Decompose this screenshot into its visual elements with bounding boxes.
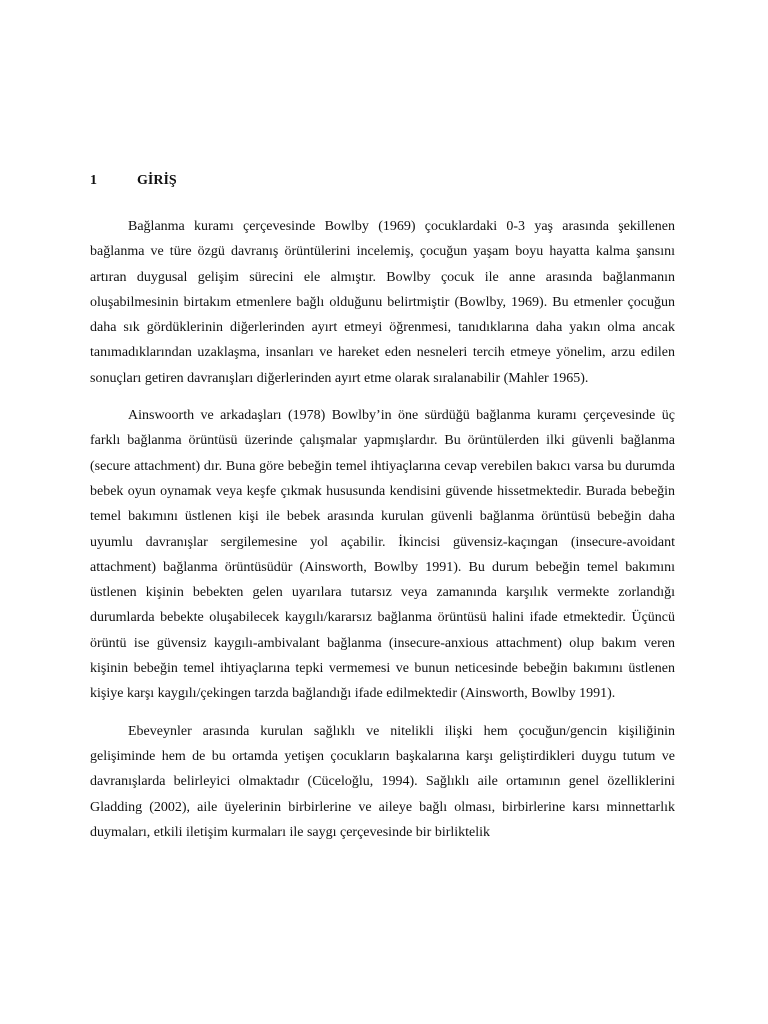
paragraph-attachment-patterns: Ainswoorth ve arkadaşları (1978) Bowlby’in öne sürdüğü bağlanma kuramı çerçevesinde üç farklı bağlanma örüntüsü üzerinde çalışmalar yapmışlardır. Bu örüntülerden ilki güvenli bağlanma (secure attachment) dır. Buna göre bebeğin temel ihtiyaçlarına cevap verebilen bakıcı varsa bu durumda bebek oyun oynamak veya keşfe çıkmak hususunda kendisini güvende hissetmektedir. Burada bebeğin temel bakımını üstlenen kişi ile bebek arasında kurulan güvenli bağlanma örüntüsü bebeğin daha uyumlu davranışlar sergilemesine yol açabilir. İkincisi güvensiz-kaçıngan (insecure-avoidant attachment) bağlanma örüntüsüdür (Ainsworth, Bowlby 1991). Bu durum bebeğin temel bakımını üstlenen kişinin bebekten gelen uyarılara tutarsız veya zamanında karşılık vermekte zorlandığı durumlarda bebekte oluşabilecek kaygılı/kararsız bağlanma örüntüsü halini ifade etmektedir. Üçüncü örüntü ise güvensiz kaygılı-ambivalant bağlanma (insecure-anxious attachment) olup bakım veren kişinin bebeğin temel ihtiyaçlarına tepki vermemesi ve bunun neticesinde bebeğin bakımını üstlenen kişiye karşı kaygılı/çekingen tarzda bağlandığı ifade edilmektedir (Ainsworth, Bowlby 1991). (90, 408, 675, 702)
section-number: 1 (90, 173, 97, 188)
paragraph-attachment-theory: Bağlanma kuramı çerçevesinde Bowlby (1969) çocuklardaki 0-3 yaş arasında şekillenen bağlanma ve türe özgü davranış örüntülerini incelemiş, çocuğun yaşam boyu hayatta kalma şansını artıran duygusal gelişim sürecini ele almıştır. Bowlby çocuk ile anne arasında bağlanmanın oluşabilmesinin birtakım etmenlere bağlı olduğunu belirtmiştir (Bowlby, 1969). Bu etmenler çocuğun daha sık gördüklerinin diğerlerinden ayırt etmeyi öğrenmesi, tanıdıklarına daha yakın olma ancak tanımadıklarından uzaklaşma, insanları ve hareket eden nesneleri tercih etmeye yönelim, arzu edilen sonuçları getiren davranışları diğerlerinden ayırt etme olarak sıralanabilir (Mahler 1965). (90, 219, 675, 386)
paragraph-family-relations: Ebeveynler arasında kurulan sağlıklı ve nitelikli ilişki hem çocuğun/gencin kişiliğinin gelişiminde hem de bu ortamda yetişen çocukların başkalarına karşı geliştirdikleri duygu tutum ve davranışlarda belirleyici olmaktadır (Cüceloğlu, 1994). Sağlıklı aile ortamının genel özelliklerini Gladding (2002), aile üyelerinin birbirlerine ve aileye bağlı olması, birbirlerine karsı minnettarlık duymaları, etkili iletişim kurmaları ile saygı çerçevesinde bir birliktelik (90, 723, 675, 840)
section-heading (90, 170, 675, 192)
section-title: GİRİŞ (137, 173, 177, 188)
document-page (90, 170, 675, 857)
